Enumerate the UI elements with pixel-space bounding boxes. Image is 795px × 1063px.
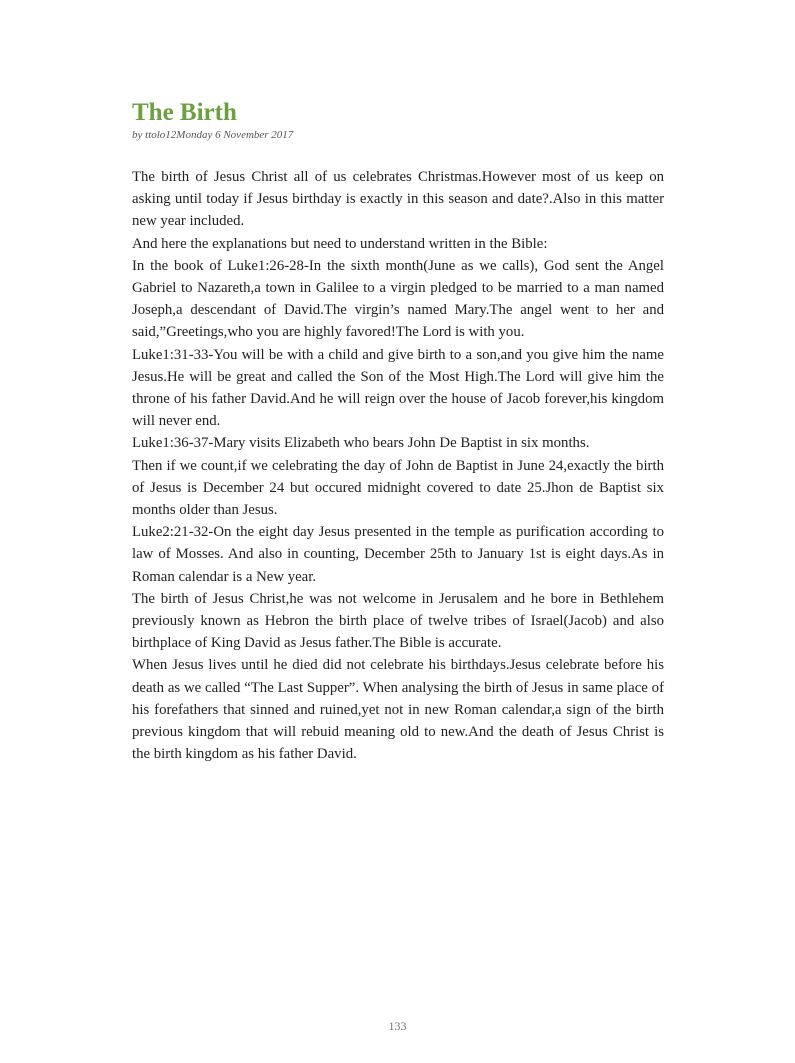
article-byline: by ttolo12Monday 6 November 2017 bbox=[132, 129, 294, 141]
article-paragraph: Luke1:36-37-Mary visits Elizabeth who bears John De Baptist in six months. bbox=[132, 435, 590, 452]
article-title: The Birth bbox=[132, 99, 237, 126]
article-paragraph: Then if we count,if we celebrating the day of John de Baptist in June 24,exactly the birth of Jesus is December 24 but occured midnight covered to date 25.Jhon de Baptist six months older than Jesus. bbox=[132, 457, 664, 519]
article-body bbox=[132, 166, 664, 765]
article-paragraph: Luke1:31-33-You will be with a child and give birth to a son,and you give him the name Jesus.He will be great and called the Son of the Most High.The Lord will give him the throne of his father David.And he will reign over the house of Jacob forever,his kingdom will never end. bbox=[132, 346, 664, 430]
article-paragraph: The birth of Jesus Christ all of us celebrates Christmas.However most of us keep on asking until today if Jesus birthday is exactly in this season and date?.Also in this matter new year included. bbox=[132, 169, 664, 230]
article-paragraph: In the book of Luke1:26-28-In the sixth month(June as we calls), God sent the Angel Gabriel to Nazareth,a town in Galilee to a virgin pledged to be married to a man named Joseph,a descendant of David.The virgin’s named Mary.The angel went to her and said,”Greetings,who you are highly favored!The Lord is with you. bbox=[132, 257, 664, 341]
article-paragraph: The birth of Jesus Christ,he was not welcome in Jerusalem and he bore in Bethlehem previously known as Hebron the birth place of twelve tribes of Israel(Jacob) and also birthplace of King David as Jesus father.The Bible is accurate. bbox=[132, 590, 664, 652]
article-paragraph: Luke2:21-32-On the eight day Jesus presented in the temple as purification according to law of Mosses. And also in counting, December 25th to January 1st is eight days.As in Roman calendar is a New year. bbox=[132, 524, 664, 585]
article-paragraph: And here the explanations but need to understand written in the Bible: bbox=[132, 235, 548, 252]
page-number: 133 bbox=[388, 1019, 407, 1033]
article-paragraph: When Jesus lives until he died did not celebrate his birthdays.Jesus celebrate before his death as we called “The Last Supper”. When analysing the birth of Jesus in same place of his forefathers that sinned and ruined,yet not in new Roman calendar,a sign of the birth previous kingdom that will rebuid meaning old to new.And the death of Jesus Christ is the birth kingdom as his father David. bbox=[132, 657, 664, 763]
